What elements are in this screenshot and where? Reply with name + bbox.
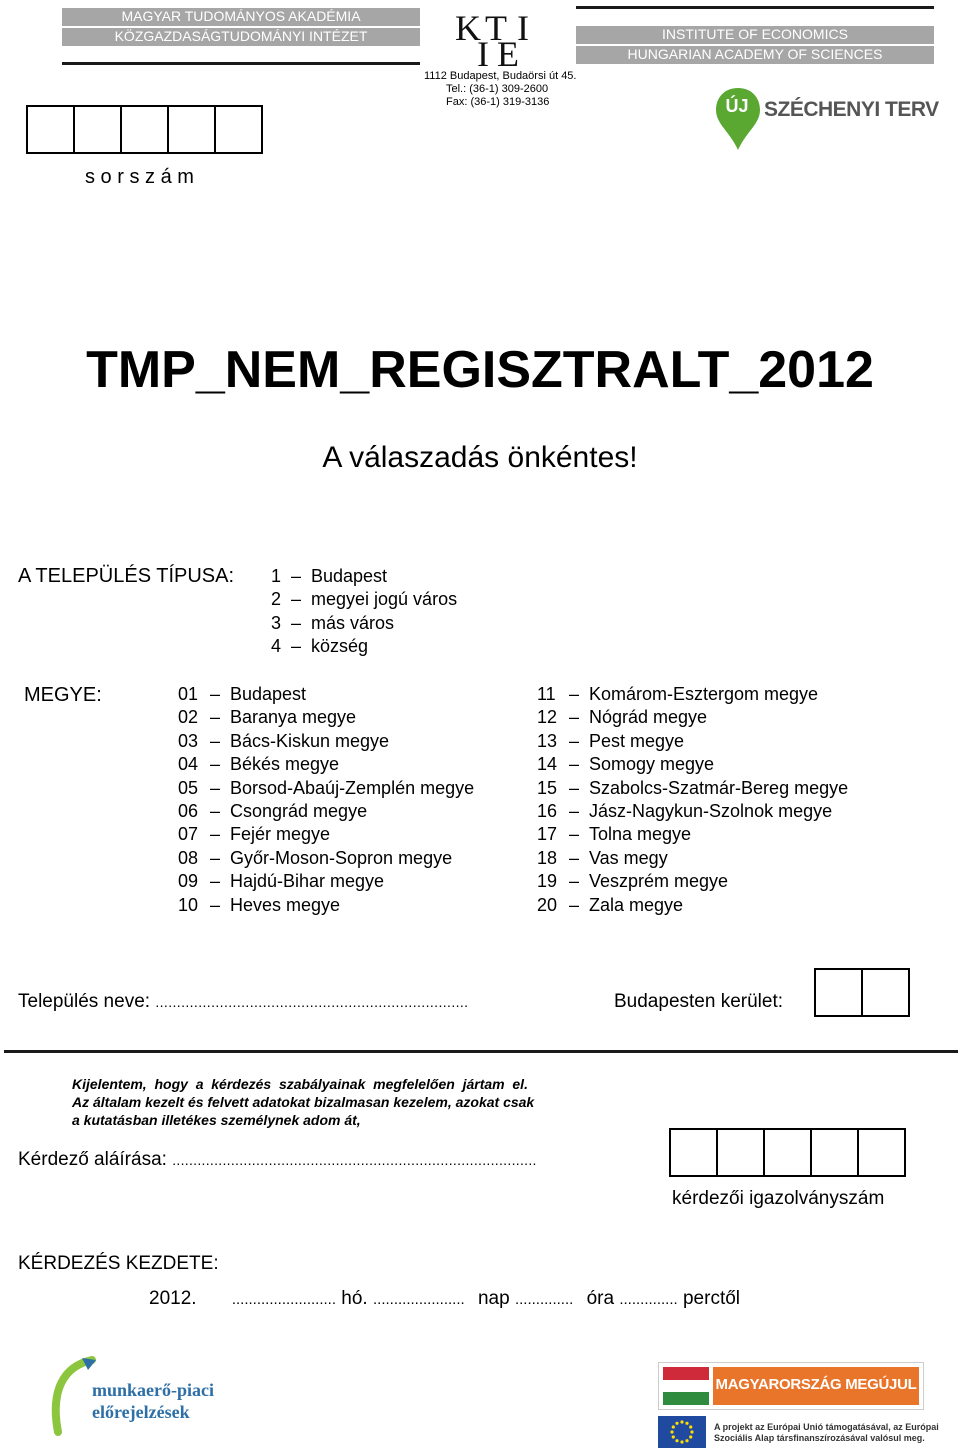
header-left-bar-line2: KÖZGAZDASÁGTUDOMÁNYI INTÉZET <box>62 28 420 46</box>
eu-flag-icon <box>658 1416 706 1448</box>
svg-text:I: I <box>477 34 489 68</box>
id-box[interactable] <box>812 1130 859 1175</box>
county-name: Budapest <box>230 684 307 704</box>
district-label: Budapesten kerület: <box>614 991 784 1012</box>
serial-box[interactable] <box>122 107 169 152</box>
settlement-name-label: Település neve: <box>18 991 156 1012</box>
declaration-line: a kutatásban illetékes személynek adom át, <box>72 1112 361 1128</box>
address-block <box>424 70 584 109</box>
dash: – <box>569 777 580 798</box>
county-list-right <box>537 683 848 917</box>
declaration-line: Az általam kezelt és felvett adatokat bizalmasan kezelem, azokat csak <box>72 1094 535 1110</box>
section-divider <box>4 1050 958 1053</box>
list-item <box>537 730 848 753</box>
dash: – <box>291 566 302 586</box>
munkaero-logo-line2: előrejelzések <box>92 1402 190 1422</box>
svg-text:I: I <box>517 8 529 48</box>
serial-box[interactable] <box>75 107 122 152</box>
month-field[interactable]: ......................... <box>231 1291 337 1308</box>
county-code: 13 <box>537 730 558 751</box>
county-code: 07 <box>178 824 199 845</box>
signature-label: Kérdező aláírása: <box>18 1149 173 1170</box>
county-name: Pest megye <box>589 730 685 751</box>
option-text: megyei jogú város <box>311 589 458 610</box>
dash: – <box>569 824 580 845</box>
dash: – <box>569 707 580 728</box>
arc-arrow-icon <box>46 1356 96 1436</box>
id-box[interactable] <box>718 1130 765 1175</box>
list-item <box>537 870 848 893</box>
minute-field[interactable]: .............. <box>619 1291 678 1308</box>
county-code: 14 <box>537 754 558 775</box>
list-item <box>271 588 457 611</box>
county-name: Békés megye <box>230 754 340 775</box>
county-name: Komárom-Esztergom megye <box>589 684 819 704</box>
county-name: Somogy megye <box>589 754 715 775</box>
eu-funding-line: A projekt az Európai Unió támogatásával, az Európai <box>714 1422 939 1432</box>
interviewer-id-label: kérdezői igazolványszám <box>672 1188 885 1209</box>
serial-number-boxes[interactable] <box>26 105 263 154</box>
hour-label: óra <box>586 1288 615 1309</box>
munkaero-logo-line1: munkaerő-piaci <box>92 1380 215 1400</box>
header-left-bar-line1: MAGYAR TUDOMÁNYOS AKADÉMIA <box>62 8 420 26</box>
header-right-bar-line1: INSTITUTE OF ECONOMICS <box>576 26 934 44</box>
banner-text: MAGYARORSZÁG MEGÚJUL <box>715 1376 917 1393</box>
signature-row <box>18 1148 537 1172</box>
county-name: Nógrád megye <box>589 707 708 728</box>
county-label: MEGYE: <box>24 684 102 706</box>
dash: – <box>210 824 221 845</box>
dash: – <box>210 754 221 775</box>
option-number: 4 <box>271 636 282 657</box>
dash: – <box>210 777 221 798</box>
settlement-name-row <box>18 990 468 1014</box>
hour-field[interactable]: .............. <box>514 1291 574 1308</box>
hungarian-flag-icon <box>663 1367 709 1405</box>
district-boxes[interactable] <box>814 968 910 1017</box>
list-item <box>537 823 848 846</box>
day-label: nap <box>477 1288 510 1309</box>
list-item <box>537 800 848 823</box>
dash: – <box>569 871 580 892</box>
option-number: 3 <box>271 612 282 633</box>
fax-line: Fax: (36-1) 319-3136 <box>446 96 550 108</box>
list-item <box>271 612 457 635</box>
county-name: Hajdú-Bihar megye <box>230 871 385 892</box>
dash: – <box>569 684 580 704</box>
list-item <box>271 635 457 658</box>
county-name: Fejér megye <box>230 824 331 845</box>
dash: – <box>291 636 302 657</box>
start-year: 2012. <box>149 1288 197 1309</box>
county-code: 05 <box>178 777 199 798</box>
kti-logo <box>455 6 547 68</box>
munkaero-logo <box>46 1356 226 1436</box>
county-code: 17 <box>537 824 558 845</box>
declaration-text <box>72 1075 592 1129</box>
start-label: KÉRDEZÉS KEZDETE: <box>18 1253 219 1274</box>
dash: – <box>210 730 221 751</box>
list-item <box>178 894 474 917</box>
county-code: 19 <box>537 871 558 892</box>
szechenyi-badge: ÚJ <box>725 96 749 116</box>
county-code: 06 <box>178 801 199 822</box>
county-code: 11 <box>537 684 556 704</box>
list-item <box>178 800 474 823</box>
county-name: Veszprém megye <box>589 871 729 892</box>
id-box[interactable] <box>859 1130 904 1175</box>
county-name: Vas megy <box>589 847 668 868</box>
list-item <box>537 753 848 776</box>
county-code: 12 <box>537 707 558 728</box>
document-subtitle: A válaszadás önkéntes! <box>322 441 638 474</box>
list-item <box>178 730 474 753</box>
county-list-left <box>178 683 474 917</box>
county-name: Zala megye <box>589 894 684 915</box>
county-name: Csongrád megye <box>230 801 368 822</box>
county-code: 04 <box>178 754 199 775</box>
dash: – <box>210 684 221 704</box>
list-item <box>537 777 848 800</box>
document-title: TMP_NEM_REGISZTRALT_2012 <box>86 341 874 399</box>
serial-box[interactable] <box>216 107 261 152</box>
county-name: Győr-Moson-Sopron megye <box>230 847 453 868</box>
option-number: 2 <box>271 589 282 610</box>
dash: – <box>291 589 302 610</box>
settlement-name-field[interactable]: ......................................................................... <box>155 994 469 1010</box>
settlement-type-label: A TELEPÜLÉS TÍPUSA: <box>18 565 235 587</box>
eu-funding-line: Szociális Alap társfinanszírozásával valósul meg. <box>714 1433 925 1443</box>
list-item <box>537 706 848 729</box>
svg-text:K: K <box>455 8 481 48</box>
settlement-type-list <box>271 565 457 659</box>
svg-text:T: T <box>485 8 507 48</box>
header-right-bar-line2: HUNGARIAN ACADEMY OF SCIENCES <box>576 46 934 64</box>
address-line: 1112 Budapest, Budaörsi út 45. <box>424 70 577 82</box>
county-code: 10 <box>178 894 199 915</box>
eu-stars-icon <box>658 1416 706 1448</box>
declaration-line: Kijelentem, hogy a kérdezés szabályainak megfelelően jártam el. <box>72 1076 528 1092</box>
dash: – <box>569 894 580 915</box>
serial-box[interactable] <box>28 107 75 152</box>
list-item <box>178 753 474 776</box>
dash: – <box>210 847 221 868</box>
header-left-rule <box>62 62 420 65</box>
header-right-rule <box>576 6 934 9</box>
county-name: Tolna megye <box>589 824 692 845</box>
list-item <box>178 870 474 893</box>
county-name: Heves megye <box>230 894 341 915</box>
county-code: 03 <box>178 730 199 751</box>
dash: – <box>291 612 302 633</box>
option-text: község <box>311 636 369 657</box>
district-box[interactable] <box>863 970 908 1015</box>
magyarorszag-banner <box>658 1362 924 1410</box>
option-text: más város <box>311 612 395 633</box>
id-box[interactable] <box>765 1130 812 1175</box>
phone-line: Tel.: (36-1) 309-2600 <box>446 83 549 95</box>
county-name: Jász-Nagykun-Szolnok megye <box>589 801 833 822</box>
list-item <box>271 565 457 588</box>
interviewer-id-boxes[interactable] <box>669 1128 906 1177</box>
svg-text:E: E <box>497 34 519 68</box>
dash: – <box>569 754 580 775</box>
id-box[interactable] <box>671 1130 718 1175</box>
option-text: Budapest <box>311 566 388 586</box>
county-name: Szabolcs-Szatmár-Bereg megye <box>589 777 849 798</box>
list-item <box>178 823 474 846</box>
county-code: 02 <box>178 707 199 728</box>
county-code: 15 <box>537 777 558 798</box>
list-item <box>178 847 474 870</box>
list-item <box>178 706 474 729</box>
dash: – <box>210 871 221 892</box>
county-name: Borsod-Abaúj-Zemplén megye <box>230 777 475 798</box>
serial-box[interactable] <box>169 107 216 152</box>
kti-logo-mark <box>455 6 547 68</box>
dash: – <box>569 801 580 822</box>
list-item <box>537 847 848 870</box>
eu-funding-text <box>714 1422 939 1444</box>
county-code: 18 <box>537 847 558 868</box>
dash: – <box>210 801 221 822</box>
dash: – <box>569 730 580 751</box>
option-number: 1 <box>271 566 282 586</box>
month-label: hó. <box>341 1288 368 1309</box>
day-field[interactable]: ...................... <box>373 1291 465 1308</box>
szechenyi-logo <box>714 86 939 152</box>
list-item <box>178 777 474 800</box>
list-item <box>537 894 848 917</box>
county-code: 16 <box>537 801 558 822</box>
county-name: Bács-Kiskun megye <box>230 730 390 751</box>
county-code: 09 <box>178 871 199 892</box>
county-code: 20 <box>537 894 558 915</box>
county-name: Baranya megye <box>230 707 357 728</box>
szechenyi-text: SZÉCHENYI TERV <box>764 98 939 121</box>
serial-label: s o r s z á m <box>85 166 194 188</box>
signature-field[interactable]: ....................................................................................... <box>172 1152 537 1168</box>
minute-label: perctől <box>682 1288 741 1309</box>
dash: – <box>210 707 221 728</box>
county-code: 08 <box>178 847 199 868</box>
district-box[interactable] <box>816 970 863 1015</box>
list-item <box>537 683 848 706</box>
dash: – <box>210 894 221 915</box>
county-code: 01 <box>178 684 199 704</box>
dash: – <box>569 847 580 868</box>
start-datetime-row <box>149 1287 740 1312</box>
list-item <box>178 683 474 706</box>
